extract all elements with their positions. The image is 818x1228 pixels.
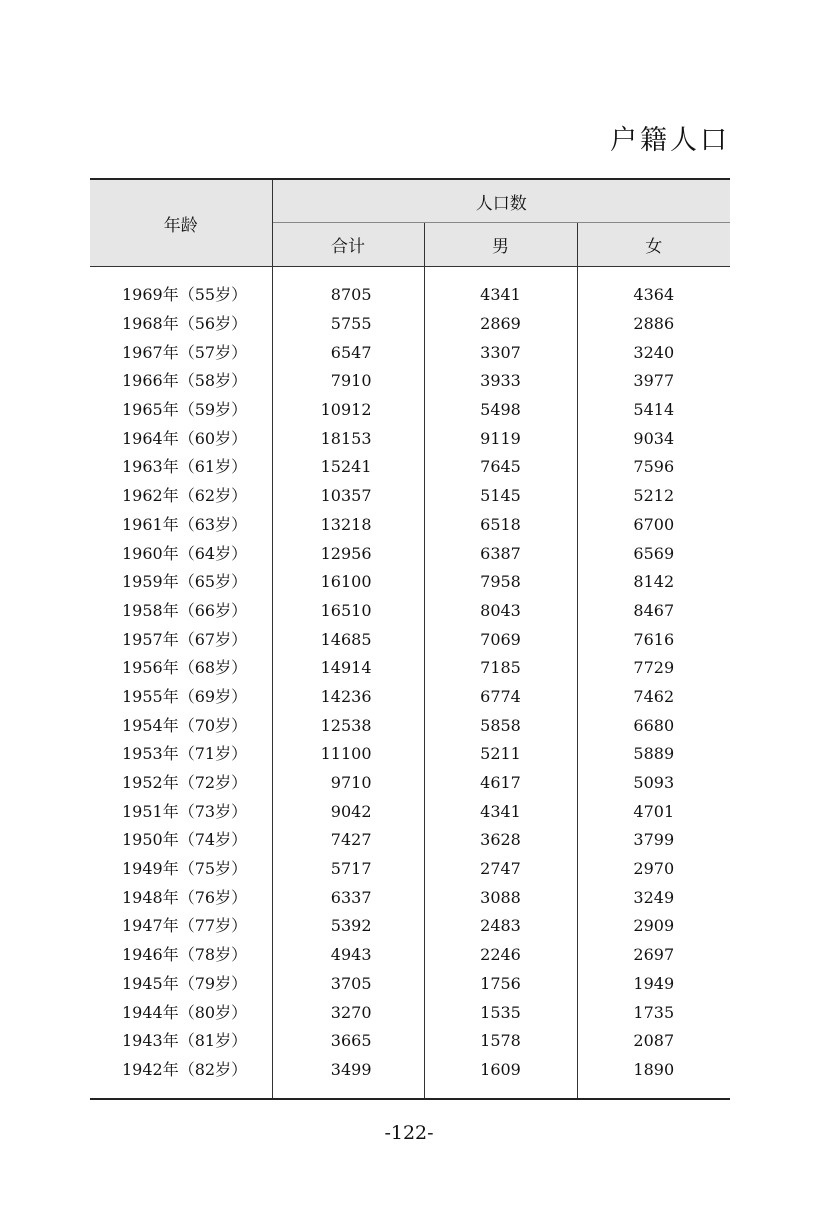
cell-total: 14685 [320,629,372,649]
table-row [90,1056,730,1101]
cell-female: 8467 [633,600,675,620]
table-row [90,338,730,367]
cell-male: 6774 [424,683,577,712]
cell-female: 2909 [633,916,675,936]
cell-female: 7462 [633,686,675,706]
cell-total: 3270 [330,1002,372,1022]
cell-female: 5889 [633,744,675,764]
table-row [90,453,730,482]
cell-male: 1578 [424,1027,577,1056]
cell-age: 1969年（55岁） [90,267,272,310]
cell-female: 1890 [633,1059,675,1079]
cell-total: 9042 [330,801,372,821]
cell-age: 1950年（74岁） [90,826,272,855]
cell-total: 18153 [320,428,372,448]
cell-total: 10357 [320,486,372,506]
population-table [90,178,730,1100]
cell-male: 9119 [424,424,577,453]
table-row [90,740,730,769]
cell-total: 14914 [320,658,372,678]
cell-male: 7958 [424,568,577,597]
cell-female: 6569 [633,543,675,563]
cell-female: 5414 [633,400,675,420]
cell-male: 3088 [424,883,577,912]
cell-age: 1965年（59岁） [90,396,272,425]
cell-age: 1946年（78岁） [90,941,272,970]
table-row [90,1027,730,1056]
cell-male: 3933 [424,367,577,396]
table-row [90,683,730,712]
cell-male: 7645 [424,453,577,482]
table-row [90,998,730,1027]
cell-age: 1961年（63岁） [90,511,272,540]
table-row [90,826,730,855]
cell-age: 1942年（82岁） [90,1056,272,1101]
cell-total: 5755 [330,314,372,334]
cell-age: 1947年（77岁） [90,912,272,941]
cell-male: 1756 [424,970,577,999]
header-female: 女 [577,223,730,267]
cell-total: 9710 [330,773,372,793]
page-number: -122- [384,1122,434,1144]
cell-total: 10912 [320,400,372,420]
table-row [90,970,730,999]
cell-male: 4341 [424,267,577,310]
header-total: 合计 [272,223,424,267]
table-row [90,482,730,511]
cell-age: 1957年（67岁） [90,625,272,654]
table-row [90,769,730,798]
table-row [90,424,730,453]
cell-male: 4617 [424,769,577,798]
cell-male: 1535 [424,998,577,1027]
cell-male: 5498 [424,396,577,425]
cell-age: 1951年（73岁） [90,797,272,826]
table-row [90,568,730,597]
cell-male: 5211 [424,740,577,769]
cell-female: 3799 [633,830,675,850]
table-row [90,797,730,826]
cell-age: 1967年（57岁） [90,338,272,367]
table-row [90,597,730,626]
cell-total: 12956 [320,543,372,563]
cell-total: 8705 [330,285,372,305]
table-row [90,367,730,396]
cell-female: 3240 [633,342,675,362]
table-row [90,941,730,970]
cell-total: 15241 [320,457,372,477]
cell-male: 5858 [424,711,577,740]
cell-total: 16100 [320,572,372,592]
cell-male: 4341 [424,797,577,826]
cell-male: 7069 [424,625,577,654]
cell-female: 4701 [633,801,675,821]
cell-male: 8043 [424,597,577,626]
cell-total: 13218 [320,514,372,534]
cell-age: 1962年（62岁） [90,482,272,511]
table-row [90,310,730,339]
cell-total: 3705 [330,973,372,993]
cell-age: 1948年（76岁） [90,883,272,912]
cell-total: 11100 [320,744,372,764]
cell-female: 6680 [633,715,675,735]
cell-male: 5145 [424,482,577,511]
table-row [90,267,730,310]
cell-male: 2483 [424,912,577,941]
cell-age: 1964年（60岁） [90,424,272,453]
header-male: 男 [424,223,577,267]
cell-total: 14236 [320,686,372,706]
cell-female: 2697 [633,945,675,965]
cell-age: 1958年（66岁） [90,597,272,626]
cell-total: 6337 [330,887,372,907]
table-row [90,539,730,568]
cell-total: 7910 [330,371,372,391]
cell-female: 2087 [633,1031,675,1051]
section-title: 户籍人口 [610,125,730,156]
cell-female: 2886 [633,314,675,334]
table-row [90,625,730,654]
cell-age: 1966年（58岁） [90,367,272,396]
cell-total: 6547 [330,342,372,362]
cell-total: 5717 [330,859,372,879]
cell-total: 12538 [320,715,372,735]
cell-female: 4364 [633,285,675,305]
cell-female: 2970 [633,859,675,879]
cell-age: 1968年（56岁） [90,310,272,339]
cell-female: 7729 [633,658,675,678]
cell-age: 1943年（81岁） [90,1027,272,1056]
cell-male: 3307 [424,338,577,367]
cell-female: 7596 [633,457,675,477]
cell-total: 7427 [330,830,372,850]
table-header [90,179,730,267]
cell-female: 3977 [633,371,675,391]
table-bottom-rule [90,1098,730,1100]
cell-female: 6700 [633,514,675,534]
table-row [90,883,730,912]
cell-male: 2246 [424,941,577,970]
cell-female: 5093 [633,773,675,793]
cell-male: 1609 [424,1056,577,1101]
cell-male: 6518 [424,511,577,540]
cell-female: 7616 [633,629,675,649]
cell-total: 3499 [330,1059,372,1079]
cell-age: 1953年（71岁） [90,740,272,769]
table-row [90,396,730,425]
header-population: 人口数 [272,179,730,223]
cell-age: 1944年（80岁） [90,998,272,1027]
cell-male: 7185 [424,654,577,683]
cell-female: 9034 [633,428,675,448]
cell-male: 2869 [424,310,577,339]
cell-age: 1955年（69岁） [90,683,272,712]
cell-total: 3665 [330,1031,372,1051]
cell-male: 6387 [424,539,577,568]
cell-total: 5392 [330,916,372,936]
header-age: 年龄 [90,179,272,267]
cell-age: 1959年（65岁） [90,568,272,597]
cell-male: 2747 [424,855,577,884]
population-table-container [90,178,730,1100]
cell-age: 1956年（68岁） [90,654,272,683]
cell-total: 4943 [330,945,372,965]
table-body [90,267,730,1101]
table-row [90,711,730,740]
cell-female: 8142 [633,572,675,592]
cell-age: 1963年（61岁） [90,453,272,482]
table-row [90,912,730,941]
table-row [90,511,730,540]
cell-age: 1960年（64岁） [90,539,272,568]
cell-female: 5212 [633,486,675,506]
cell-age: 1952年（72岁） [90,769,272,798]
cell-age: 1954年（70岁） [90,711,272,740]
cell-age: 1945年（79岁） [90,970,272,999]
table-row [90,654,730,683]
cell-age: 1949年（75岁） [90,855,272,884]
cell-male: 3628 [424,826,577,855]
cell-female: 1735 [633,1002,675,1022]
table-row [90,855,730,884]
cell-female: 1949 [633,973,675,993]
cell-total: 16510 [320,600,372,620]
cell-female: 3249 [633,887,675,907]
